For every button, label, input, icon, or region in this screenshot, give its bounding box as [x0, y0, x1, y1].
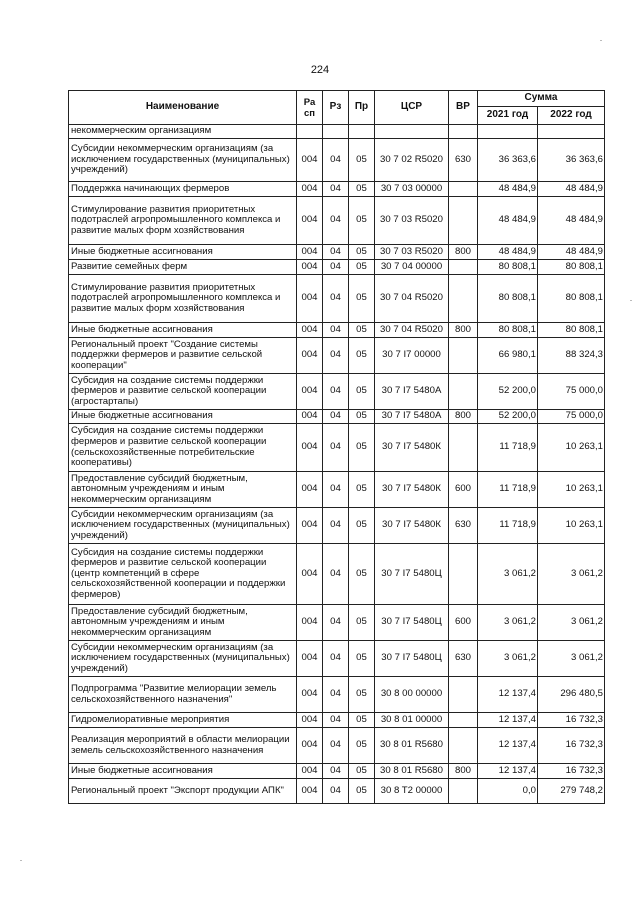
row-name: Субсидия на создание системы поддержки фермеров и развитие сельской кооперации (центр компетенций в сфере сельскохозяйственной кооперации и поддержки фермеров) [69, 544, 297, 605]
row-rasp: 004 [297, 197, 323, 245]
row-rasp: 004 [297, 508, 323, 544]
row-sum-2021: 52 200,0 [478, 374, 538, 410]
row-sum-2022: 80 808,1 [538, 323, 605, 338]
scan-speck [630, 300, 632, 301]
row-csr: 30 7 02 R5020 [375, 139, 449, 182]
row-pr: 05 [349, 374, 375, 410]
row-rasp: 004 [297, 472, 323, 508]
row-vr: 630 [449, 641, 478, 677]
row-sum-2021: 66 980,1 [478, 338, 538, 374]
header-2021: 2021 год [478, 107, 538, 125]
header-2022: 2022 год [538, 107, 605, 125]
row-csr: 30 7 I7 5480К [375, 508, 449, 544]
row-rasp: 004 [297, 544, 323, 605]
row-sum-2021: 48 484,9 [478, 197, 538, 245]
row-rasp: 004 [297, 779, 323, 804]
row-vr [449, 424, 478, 472]
row-sum-2021: 3 061,2 [478, 641, 538, 677]
table-row [69, 275, 605, 323]
row-sum-2022: 16 732,3 [538, 713, 605, 728]
table-body [69, 125, 605, 804]
row-sum-2022: 48 484,9 [538, 197, 605, 245]
row-sum-2022: 3 061,2 [538, 641, 605, 677]
row-name: Субсидия на создание системы поддержки фермеров и развитие сельской кооперации (агростартапы) [69, 374, 297, 410]
row-csr: 30 7 03 R5020 [375, 245, 449, 260]
row-sum-2022: 48 484,9 [538, 182, 605, 197]
row-sum-2021: 80 808,1 [478, 260, 538, 275]
header-sum: Сумма [478, 91, 605, 107]
row-name: Стимулирование развития приоритетных подотраслей агропромышленного комплекса и развитие малых форм хозяйствования [69, 197, 297, 245]
row-csr: 30 7 I7 5480К [375, 424, 449, 472]
row-name: Развитие семейных ферм [69, 260, 297, 275]
row-pr: 05 [349, 764, 375, 779]
row-pr: 05 [349, 410, 375, 424]
row-pr: 05 [349, 338, 375, 374]
row-rz: 04 [323, 713, 349, 728]
row-sum-2021: 3 061,2 [478, 544, 538, 605]
row-sum-2022: 3 061,2 [538, 544, 605, 605]
row-sum-2022: 10 263,1 [538, 472, 605, 508]
row-rz: 04 [323, 544, 349, 605]
table-row [69, 641, 605, 677]
row-name: Региональный проект "Экспорт продукции АПК" [69, 779, 297, 804]
row-rz: 04 [323, 410, 349, 424]
row-pr: 05 [349, 139, 375, 182]
table-row [69, 374, 605, 410]
row-pr: 05 [349, 544, 375, 605]
row-vr [449, 125, 478, 139]
row-pr: 05 [349, 323, 375, 338]
row-csr: 30 7 I7 5480Ц [375, 605, 449, 641]
row-rasp: 004 [297, 323, 323, 338]
row-csr: 30 8 01 R5680 [375, 728, 449, 764]
row-csr [375, 125, 449, 139]
row-name: Гидромелиоративные мероприятия [69, 713, 297, 728]
header-name: Наименование [69, 91, 297, 125]
row-vr [449, 275, 478, 323]
row-name: Субсидия на создание системы поддержки фермеров и развитие сельской кооперации (сельскохозяйственные потребительские кооперативы) [69, 424, 297, 472]
row-rz: 04 [323, 374, 349, 410]
row-rz: 04 [323, 605, 349, 641]
row-sum-2022: 3 061,2 [538, 605, 605, 641]
table-header [69, 91, 605, 125]
row-sum-2022: 16 732,3 [538, 764, 605, 779]
row-sum-2021: 48 484,9 [478, 182, 538, 197]
row-sum-2022: 75 000,0 [538, 410, 605, 424]
table-row [69, 260, 605, 275]
row-sum-2021: 12 137,4 [478, 728, 538, 764]
row-csr: 30 8 01 00000 [375, 713, 449, 728]
row-rasp: 004 [297, 374, 323, 410]
row-rz: 04 [323, 245, 349, 260]
table-row [69, 338, 605, 374]
row-name: Иные бюджетные ассигнования [69, 245, 297, 260]
row-sum-2022: 48 484,9 [538, 245, 605, 260]
row-rz: 04 [323, 677, 349, 713]
row-rasp: 004 [297, 605, 323, 641]
row-rasp: 004 [297, 641, 323, 677]
row-vr [449, 338, 478, 374]
row-sum-2022: 10 263,1 [538, 508, 605, 544]
row-rz: 04 [323, 641, 349, 677]
table-row [69, 245, 605, 260]
row-vr [449, 197, 478, 245]
row-csr: 30 7 I7 5480Ц [375, 641, 449, 677]
row-sum-2022: 16 732,3 [538, 728, 605, 764]
row-name: Иные бюджетные ассигнования [69, 323, 297, 338]
table-row [69, 728, 605, 764]
row-sum-2022: 80 808,1 [538, 275, 605, 323]
page-number: 224 [310, 64, 330, 76]
row-sum-2021: 52 200,0 [478, 410, 538, 424]
row-name: Предоставление субсидий бюджетным, автономным учреждениям и иным некоммерческим организациям [69, 472, 297, 508]
row-rasp: 004 [297, 713, 323, 728]
row-vr [449, 677, 478, 713]
row-rz: 04 [323, 275, 349, 323]
row-sum-2021: 36 363,6 [478, 139, 538, 182]
row-rz: 04 [323, 338, 349, 374]
header-rz: Рз [323, 91, 349, 125]
row-rz: 04 [323, 323, 349, 338]
row-rasp: 004 [297, 260, 323, 275]
row-vr: 800 [449, 410, 478, 424]
row-csr: 30 7 I7 5480Ц [375, 544, 449, 605]
row-vr [449, 713, 478, 728]
row-sum-2021: 80 808,1 [478, 323, 538, 338]
row-sum-2022: 296 480,5 [538, 677, 605, 713]
row-pr: 05 [349, 677, 375, 713]
row-csr: 30 7 04 R5020 [375, 323, 449, 338]
table-row [69, 605, 605, 641]
row-name: Субсидии некоммерческим организациям (за исключением государственных (муниципальных) учреждений) [69, 508, 297, 544]
row-pr: 05 [349, 260, 375, 275]
header-csr: ЦСР [375, 91, 449, 125]
row-pr: 05 [349, 245, 375, 260]
scan-speck [600, 40, 602, 41]
row-csr: 30 7 I7 5480А [375, 410, 449, 424]
row-rz: 04 [323, 424, 349, 472]
row-sum-2021: 11 718,9 [478, 508, 538, 544]
row-sum-2022: 75 000,0 [538, 374, 605, 410]
scan-speck [20, 860, 22, 861]
table-row [69, 197, 605, 245]
row-rz: 04 [323, 182, 349, 197]
row-rasp: 004 [297, 338, 323, 374]
row-sum-2021: 12 137,4 [478, 713, 538, 728]
row-rasp: 004 [297, 424, 323, 472]
row-rz: 04 [323, 139, 349, 182]
row-sum-2022 [538, 125, 605, 139]
row-rz: 04 [323, 260, 349, 275]
row-sum-2021: 11 718,9 [478, 472, 538, 508]
row-pr: 05 [349, 779, 375, 804]
row-csr: 30 7 04 00000 [375, 260, 449, 275]
row-vr: 800 [449, 245, 478, 260]
row-pr: 05 [349, 713, 375, 728]
row-sum-2021: 12 137,4 [478, 677, 538, 713]
row-pr: 05 [349, 424, 375, 472]
table-row [69, 677, 605, 713]
table-row [69, 323, 605, 338]
row-rasp: 004 [297, 275, 323, 323]
row-sum-2022: 279 748,2 [538, 779, 605, 804]
row-rz: 04 [323, 764, 349, 779]
row-csr: 30 7 03 R5020 [375, 197, 449, 245]
row-name: Стимулирование развития приоритетных подотраслей агропромышленного комплекса и развитие малых форм хозяйствования [69, 275, 297, 323]
header-vr: ВР [449, 91, 478, 125]
row-sum-2021 [478, 125, 538, 139]
row-sum-2021: 48 484,9 [478, 245, 538, 260]
table-row [69, 713, 605, 728]
row-vr: 800 [449, 764, 478, 779]
table-row [69, 544, 605, 605]
row-rasp: 004 [297, 182, 323, 197]
row-rz: 04 [323, 472, 349, 508]
row-pr: 05 [349, 641, 375, 677]
row-sum-2021: 12 137,4 [478, 764, 538, 779]
row-pr: 05 [349, 728, 375, 764]
row-name: Региональный проект "Создание системы поддержки фермеров и развитие сельской кооперации" [69, 338, 297, 374]
row-vr: 630 [449, 508, 478, 544]
row-vr [449, 544, 478, 605]
row-rz: 04 [323, 779, 349, 804]
row-vr [449, 182, 478, 197]
row-name: Иные бюджетные ассигнования [69, 764, 297, 779]
row-csr: 30 7 I7 5480А [375, 374, 449, 410]
row-name: Субсидии некоммерческим организациям (за исключением государственных (муниципальных) учреждений) [69, 139, 297, 182]
row-name: Иные бюджетные ассигнования [69, 410, 297, 424]
table-row [69, 764, 605, 779]
row-sum-2022: 36 363,6 [538, 139, 605, 182]
row-sum-2021: 3 061,2 [478, 605, 538, 641]
row-vr [449, 374, 478, 410]
row-pr: 05 [349, 275, 375, 323]
row-rz: 04 [323, 508, 349, 544]
row-sum-2021: 11 718,9 [478, 424, 538, 472]
table-row [69, 472, 605, 508]
row-sum-2022: 80 808,1 [538, 260, 605, 275]
row-name: некоммерческим организациям [69, 125, 297, 139]
row-rasp: 004 [297, 677, 323, 713]
row-vr: 800 [449, 323, 478, 338]
row-name: Реализация мероприятий в области мелиорации земель сельскохозяйственного назначения [69, 728, 297, 764]
row-name: Субсидии некоммерческим организациям (за исключением государственных (муниципальных) учреждений) [69, 641, 297, 677]
row-vr [449, 260, 478, 275]
table-row [69, 508, 605, 544]
row-sum-2021: 80 808,1 [478, 275, 538, 323]
table-row [69, 139, 605, 182]
row-pr: 05 [349, 472, 375, 508]
row-vr [449, 779, 478, 804]
row-pr: 05 [349, 182, 375, 197]
row-rasp: 004 [297, 764, 323, 779]
row-vr [449, 728, 478, 764]
row-rasp: 004 [297, 410, 323, 424]
row-csr: 30 7 I7 5480К [375, 472, 449, 508]
row-rasp: 004 [297, 139, 323, 182]
row-sum-2021: 0,0 [478, 779, 538, 804]
row-vr: 600 [449, 472, 478, 508]
header-pr: Пр [349, 91, 375, 125]
row-rz: 04 [323, 728, 349, 764]
table-row [69, 125, 605, 139]
row-rz [323, 125, 349, 139]
row-sum-2022: 10 263,1 [538, 424, 605, 472]
row-csr: 30 8 00 00000 [375, 677, 449, 713]
row-name: Предоставление субсидий бюджетным, автономным учреждениям и иным некоммерческим организациям [69, 605, 297, 641]
table-row [69, 424, 605, 472]
table-row [69, 779, 605, 804]
row-rasp [297, 125, 323, 139]
row-pr [349, 125, 375, 139]
table-row [69, 182, 605, 197]
row-pr: 05 [349, 605, 375, 641]
header-rasp: Ра сп [297, 91, 323, 125]
row-name: Подпрограмма "Развитие мелиорации земель сельскохозяйственного назначения" [69, 677, 297, 713]
row-pr: 05 [349, 508, 375, 544]
row-csr: 30 8 T2 00000 [375, 779, 449, 804]
row-vr: 630 [449, 139, 478, 182]
row-csr: 30 8 01 R5680 [375, 764, 449, 779]
row-vr: 600 [449, 605, 478, 641]
row-pr: 05 [349, 197, 375, 245]
row-rz: 04 [323, 197, 349, 245]
row-rasp: 004 [297, 245, 323, 260]
row-csr: 30 7 I7 00000 [375, 338, 449, 374]
row-sum-2022: 88 324,3 [538, 338, 605, 374]
budget-table [68, 90, 605, 804]
row-csr: 30 7 03 00000 [375, 182, 449, 197]
row-rasp: 004 [297, 728, 323, 764]
table-row [69, 410, 605, 424]
row-csr: 30 7 04 R5020 [375, 275, 449, 323]
row-name: Поддержка начинающих фермеров [69, 182, 297, 197]
